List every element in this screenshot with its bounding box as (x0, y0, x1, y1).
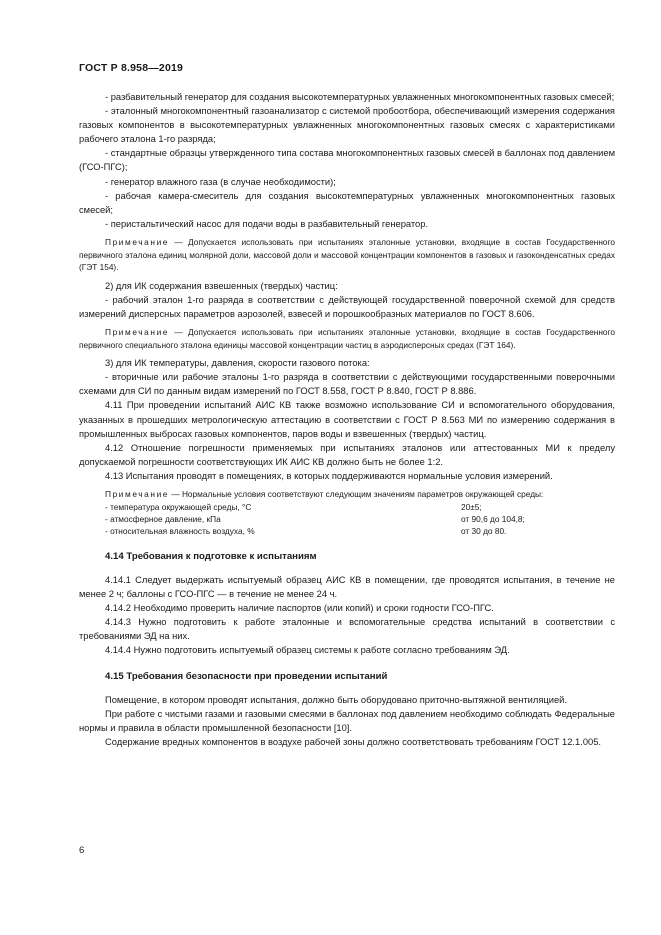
list-item: - перистальтический насос для подачи воды в разбавительный генератор. (105, 218, 429, 229)
list-item: - рабочая камера-смеситель для создания высокотемпературных увлажненных многокомпонентных газовых смесей; (79, 190, 615, 215)
note-3 (79, 488, 615, 501)
paragraph-gas-safety: При работе с чистыми газами и газовыми смесями в баллонах под давлением необходимо соблюдать Федеральные нормы и правила в области промышленной безопасности [10]. (79, 708, 615, 733)
section-4-14-title: 4.14 Требования к подготовке к испытаниям (105, 550, 317, 562)
item-2-title: 2) для ИК содержания взвешенных (твердых) частиц: (105, 280, 338, 291)
paragraph-4-14-4: 4.14.4 Нужно подготовить испытуемый образец системы к работе согласно требованиям ЭД. (105, 645, 510, 656)
item-3-title: 3) для ИК температуры, давления, скорости газового потока: (105, 358, 370, 369)
paragraph-4-11: 4.11 При проведении испытаний АИС КВ также возможно использование СИ и вспомогательного оборудования, указанных в прошедших метрологическую аттестацию в соответствии с ГОСТ Р 8.563 МИ по измерению содержания в промышленных выбросах газовых компонентов, паров воды и взвешенных (твердых) частиц. (79, 400, 615, 439)
condition-value: от 90,6 до 104,8; (461, 514, 525, 525)
condition-row (79, 501, 615, 513)
page-body (79, 90, 615, 749)
condition-name: - температура окружающей среды, °С (105, 501, 252, 512)
paragraph-4-12: 4.12 Отношение погрешности применяемых при испытаниях эталонов или аттестованных МИ к пределу допускаемой погрешности соответствующих ИК АИС КВ должно быть не более 1:2. (79, 442, 615, 467)
section-4-15-title: 4.15 Требования безопасности при проведении испытаний (105, 670, 388, 682)
list-item: - разбавительный генератор для создания высокотемпературных увлажненных многокомпонентных газовых смесей; (105, 92, 615, 102)
note-2 (79, 326, 615, 351)
list-item: - эталонный многокомпонентный газоанализатор с системой пробоотбора, обеспечивающий измерения содержания газовых компонентов в высокотемпературных увлажненных многокомпонентных газовых смесях с характеристиками рабочего эталона 1-го разряда; (79, 106, 615, 145)
note-text: — Допускается использовать при испытаниях эталонные установки, входящие в состав Государственного первичного эталона единиц молярной доли, массовой доли и массовой концентрации компонентов в газовых и газоконденсатных средах (ГЭТ 154). (79, 236, 615, 273)
paragraph-4-14-2: 4.14.2 Необходимо проверить наличие паспортов (или копий) и сроки годности ГСО-ПГС. (105, 603, 494, 614)
condition-value: от 30 до 80. (461, 526, 507, 537)
paragraph-4-14-3: 4.14.3 Нужно подготовить к работе эталонные и вспомогательные средства испытаний в соответствии с требованиями ЭД на них. (79, 617, 615, 642)
list-item: - генератор влажного газа (в случае необходимости); (105, 176, 336, 187)
list-item: - стандартные образцы утвержденного типа состава многокомпонентных газовых смесей в баллонах под давлением (ГСО-ПГС); (79, 148, 615, 173)
paragraph-harmful-components: Содержание вредных компонентов в воздухе рабочей зоны должно соответствовать требованиям ГОСТ 12.1.005. (105, 736, 602, 747)
conditions-list (79, 501, 615, 538)
note-text: — Нормальные условия соответствуют следующим значениям параметров окружающей среды: (169, 489, 544, 500)
page-number: 6 (79, 845, 85, 856)
paragraph-4-13: 4.13 Испытания проводят в помещениях, в которых поддерживаются нормальные условия измерений. (105, 470, 553, 481)
note-label: Примечание (105, 236, 170, 247)
paragraph-4-14-1: 4.14.1 Следует выдержать испытуемый образец АИС КВ в помещении, где проводятся испытания, в течение не менее 2 ч; баллоны с ГСО-ПГС — в течение не менее 24 ч. (79, 574, 615, 600)
condition-name: - относительная влажность воздуха, % (105, 526, 255, 537)
item-2-text: - рабочий эталон 1-го разряда в соответствии с действующей государственной поверочной схемой для средств измерений дисперсных параметров аэрозолей, взвесей и порошкообразных материалов по ГОСТ 8.606. (79, 294, 615, 319)
note-label: Примечание (105, 327, 170, 337)
note-text: — Допускается использовать при испытаниях эталонные установки, входящие в состав Государственного первичного специального эталона единицы массовой концентрации частиц в аэродисперсных средах (ГЭТ 164). (79, 327, 615, 350)
document-header: ГОСТ Р 8.958—2019 (79, 62, 184, 74)
paragraph-ventilation: Помещение, в котором проводят испытания, должно быть оборудовано приточно-вытяжной вентиляцией. (105, 694, 567, 705)
condition-name: - атмосферное давление, кПа (105, 514, 221, 525)
condition-value: 20±5; (461, 501, 482, 512)
condition-row (79, 513, 615, 525)
note-label: Примечание (105, 489, 170, 500)
item-3-text: - вторичные или рабочие эталоны 1-го разряда в соответствии с действующими государственными поверочными схемами для СИ по данным видам измерений по ГОСТ 8.558, ГОСТ Р 8.840, ГОСТ Р 8.886. (79, 372, 615, 397)
note-1 (79, 236, 615, 274)
condition-row (79, 525, 615, 537)
